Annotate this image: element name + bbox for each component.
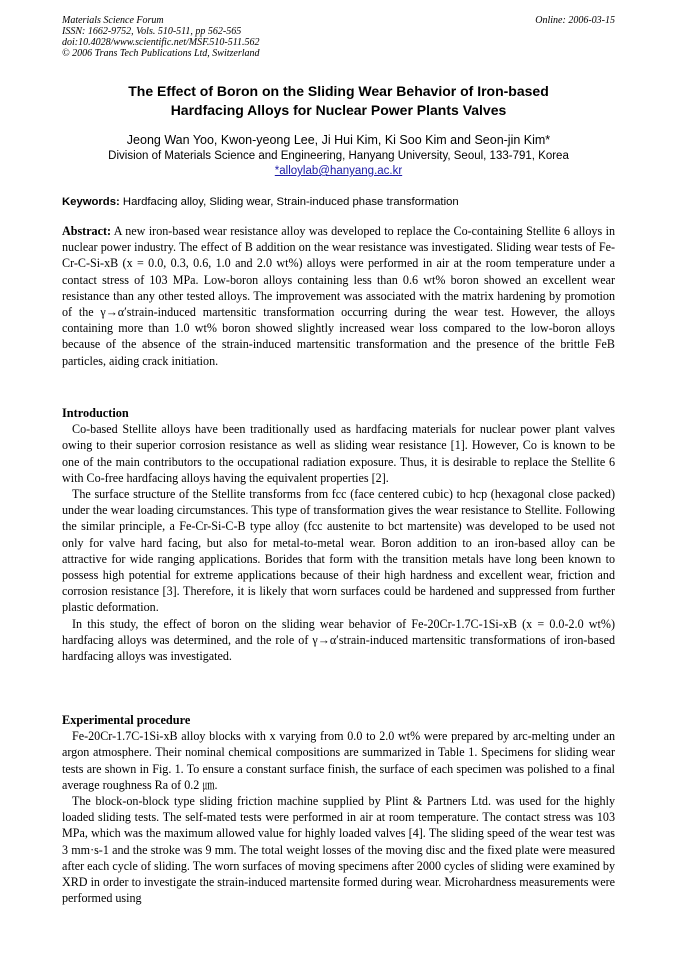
intro-paragraph-1: Co-based Stellite alloys have been traditionally used as hardfacing materials for nuclear power plant valves owing to their superior corrosion resistance as well as sliding wear resistance [1]. However, Co is known to be one of the main contributors to the occupational radiation exposure. Thus, it is desirable to replace the Stellite 6 with Co-free hardfacing alloys having the equivalent properties [2]. bbox=[62, 422, 615, 485]
exp-heading: Experimental procedure bbox=[62, 713, 191, 727]
keywords-label: Keywords: bbox=[62, 196, 120, 208]
author-list: Jeong Wan Yoo, Kwon-yeong Lee, Ji Hui Kim, Ki Soo Kim and Seon-jin Kim* bbox=[126, 133, 551, 147]
exp-paragraph-2: The block-on-block type sliding friction machine supplied by Plint & Partners Ltd. was used for the highly loaded sliding tests. The self-mated tests were performed in air at room temperature. The contact stress was 103 MPa, which was the maximum allowed value for highly loaded valves [4]. The sliding speed of the wear test was 3 mm·s-1 and the stroke was 9 mm. The total weight losses of the moving disc and the fixed plate were measured after each cycle of sliding. The worn surfaces of moving specimens after 2000 cycles of sliding were examined by XRD in order to investigate the strain-induced martensite formed during wear. Microhardness measurements were performed using bbox=[62, 794, 615, 906]
abstract-text: A new iron-based wear resistance alloy was developed to replace the Co-containing Stellite 6 alloys in nuclear power industry. The effect of B addition on the wear resistance was investigated. Sliding wear tests of Fe-Cr-C-Si-xB (x = 0.0, 0.3, 0.6, 1.0 and 2.0 wt%) alloys were performed in air at the room temperature under a contact stress of 103 MPa. Low-boron alloys containing less than 0.6 wt% boron showed an excellent wear resistance than any other tested alloys. The improvement was associated with the matrix hardening by promotion of the γ→α′strain-induced martensitic transformation occurring during the wear test. However, the alloys containing more than 1.0 wt% boron showed slightly increased wear loss compared to the low-boron alloys because of the absence of the strain-induced martensitic transformation and the presence of the brittle FeB particles, aiding crack initiation. bbox=[62, 224, 615, 368]
intro-paragraph-2: The surface structure of the Stellite transforms from fcc (face centered cubic) to hcp (hexagonal close packed) under the wear loading circumstances. This type of transformation gives the wear resistance to Stellite. Following the similar principle, a Fe-Cr-Si-C-B type alloy (fcc austenite to bct martensite) was developed to be used not only for valve hard facing, but also for metal-to-metal wear. Boron addition to an iron-based alloy can be attractive for wide ranging applications. Borides that form with the transition metals have long been known to possess high potential for extreme applications because of their high hardness and excellent wear, friction and corrosion resistance [3]. Therefore, it is likely that worn surfaces could be hardened and suppressed from further plastic deformation. bbox=[62, 487, 615, 615]
intro-paragraph-3: In this study, the effect of boron on the sliding wear behavior of Fe-20Cr-1.7C-1Si-xB (x = 0.0-2.0 wt%) hardfacing alloys was determined, and the role of γ→α′strain-induced martensitic transformations of iron-based hardfacing alloys was investigated. bbox=[62, 616, 615, 664]
exp-paragraph-1: Fe-20Cr-1.7C-1Si-xB alloy blocks with x varying from 0.0 to 2.0 wt% were prepared by arc-melting under an argon atmosphere. Their nominal chemical compositions are summarized in Table 1. Specimens for sliding wear tests are shown in Fig. 1. To ensure a constant surface finish, the surface of each specimen was polished to a final average roughness Ra of 0.2 ㎛. bbox=[62, 729, 615, 792]
copyright-line: © 2006 Trans Tech Publications Ltd, Switzerland bbox=[62, 48, 260, 59]
affiliation: Division of Materials Science and Engineering, Hanyang University, Seoul, 133-791, Korea bbox=[108, 150, 569, 162]
keywords bbox=[62, 195, 615, 209]
journal-name: Materials Science Forum bbox=[62, 15, 164, 26]
introduction-section bbox=[62, 405, 615, 664]
intro-heading: Introduction bbox=[62, 406, 129, 420]
title-line-2: Hardfacing Alloys for Nuclear Power Plants Valves bbox=[170, 102, 507, 118]
abstract-label: Abstract: bbox=[62, 224, 112, 238]
doi-line: doi:10.4028/www.scientific.net/MSF.510-511.562 bbox=[62, 37, 260, 48]
keywords-text: Hardfacing alloy, Sliding wear, Strain-induced phase transformation bbox=[122, 196, 459, 208]
title-line-1: The Effect of Boron on the Sliding Wear Behavior of Iron-based bbox=[128, 83, 549, 99]
experimental-section bbox=[62, 712, 615, 906]
abstract bbox=[62, 223, 615, 369]
paper-title bbox=[62, 82, 615, 120]
journal-header bbox=[62, 15, 260, 59]
online-date: Online: 2006-03-15 bbox=[535, 15, 615, 26]
issn-line: ISSN: 1662-9752, Vols. 510-511, pp 562-565 bbox=[62, 26, 242, 37]
email-link[interactable]: *alloylab@hanyang.ac.kr bbox=[274, 165, 403, 177]
